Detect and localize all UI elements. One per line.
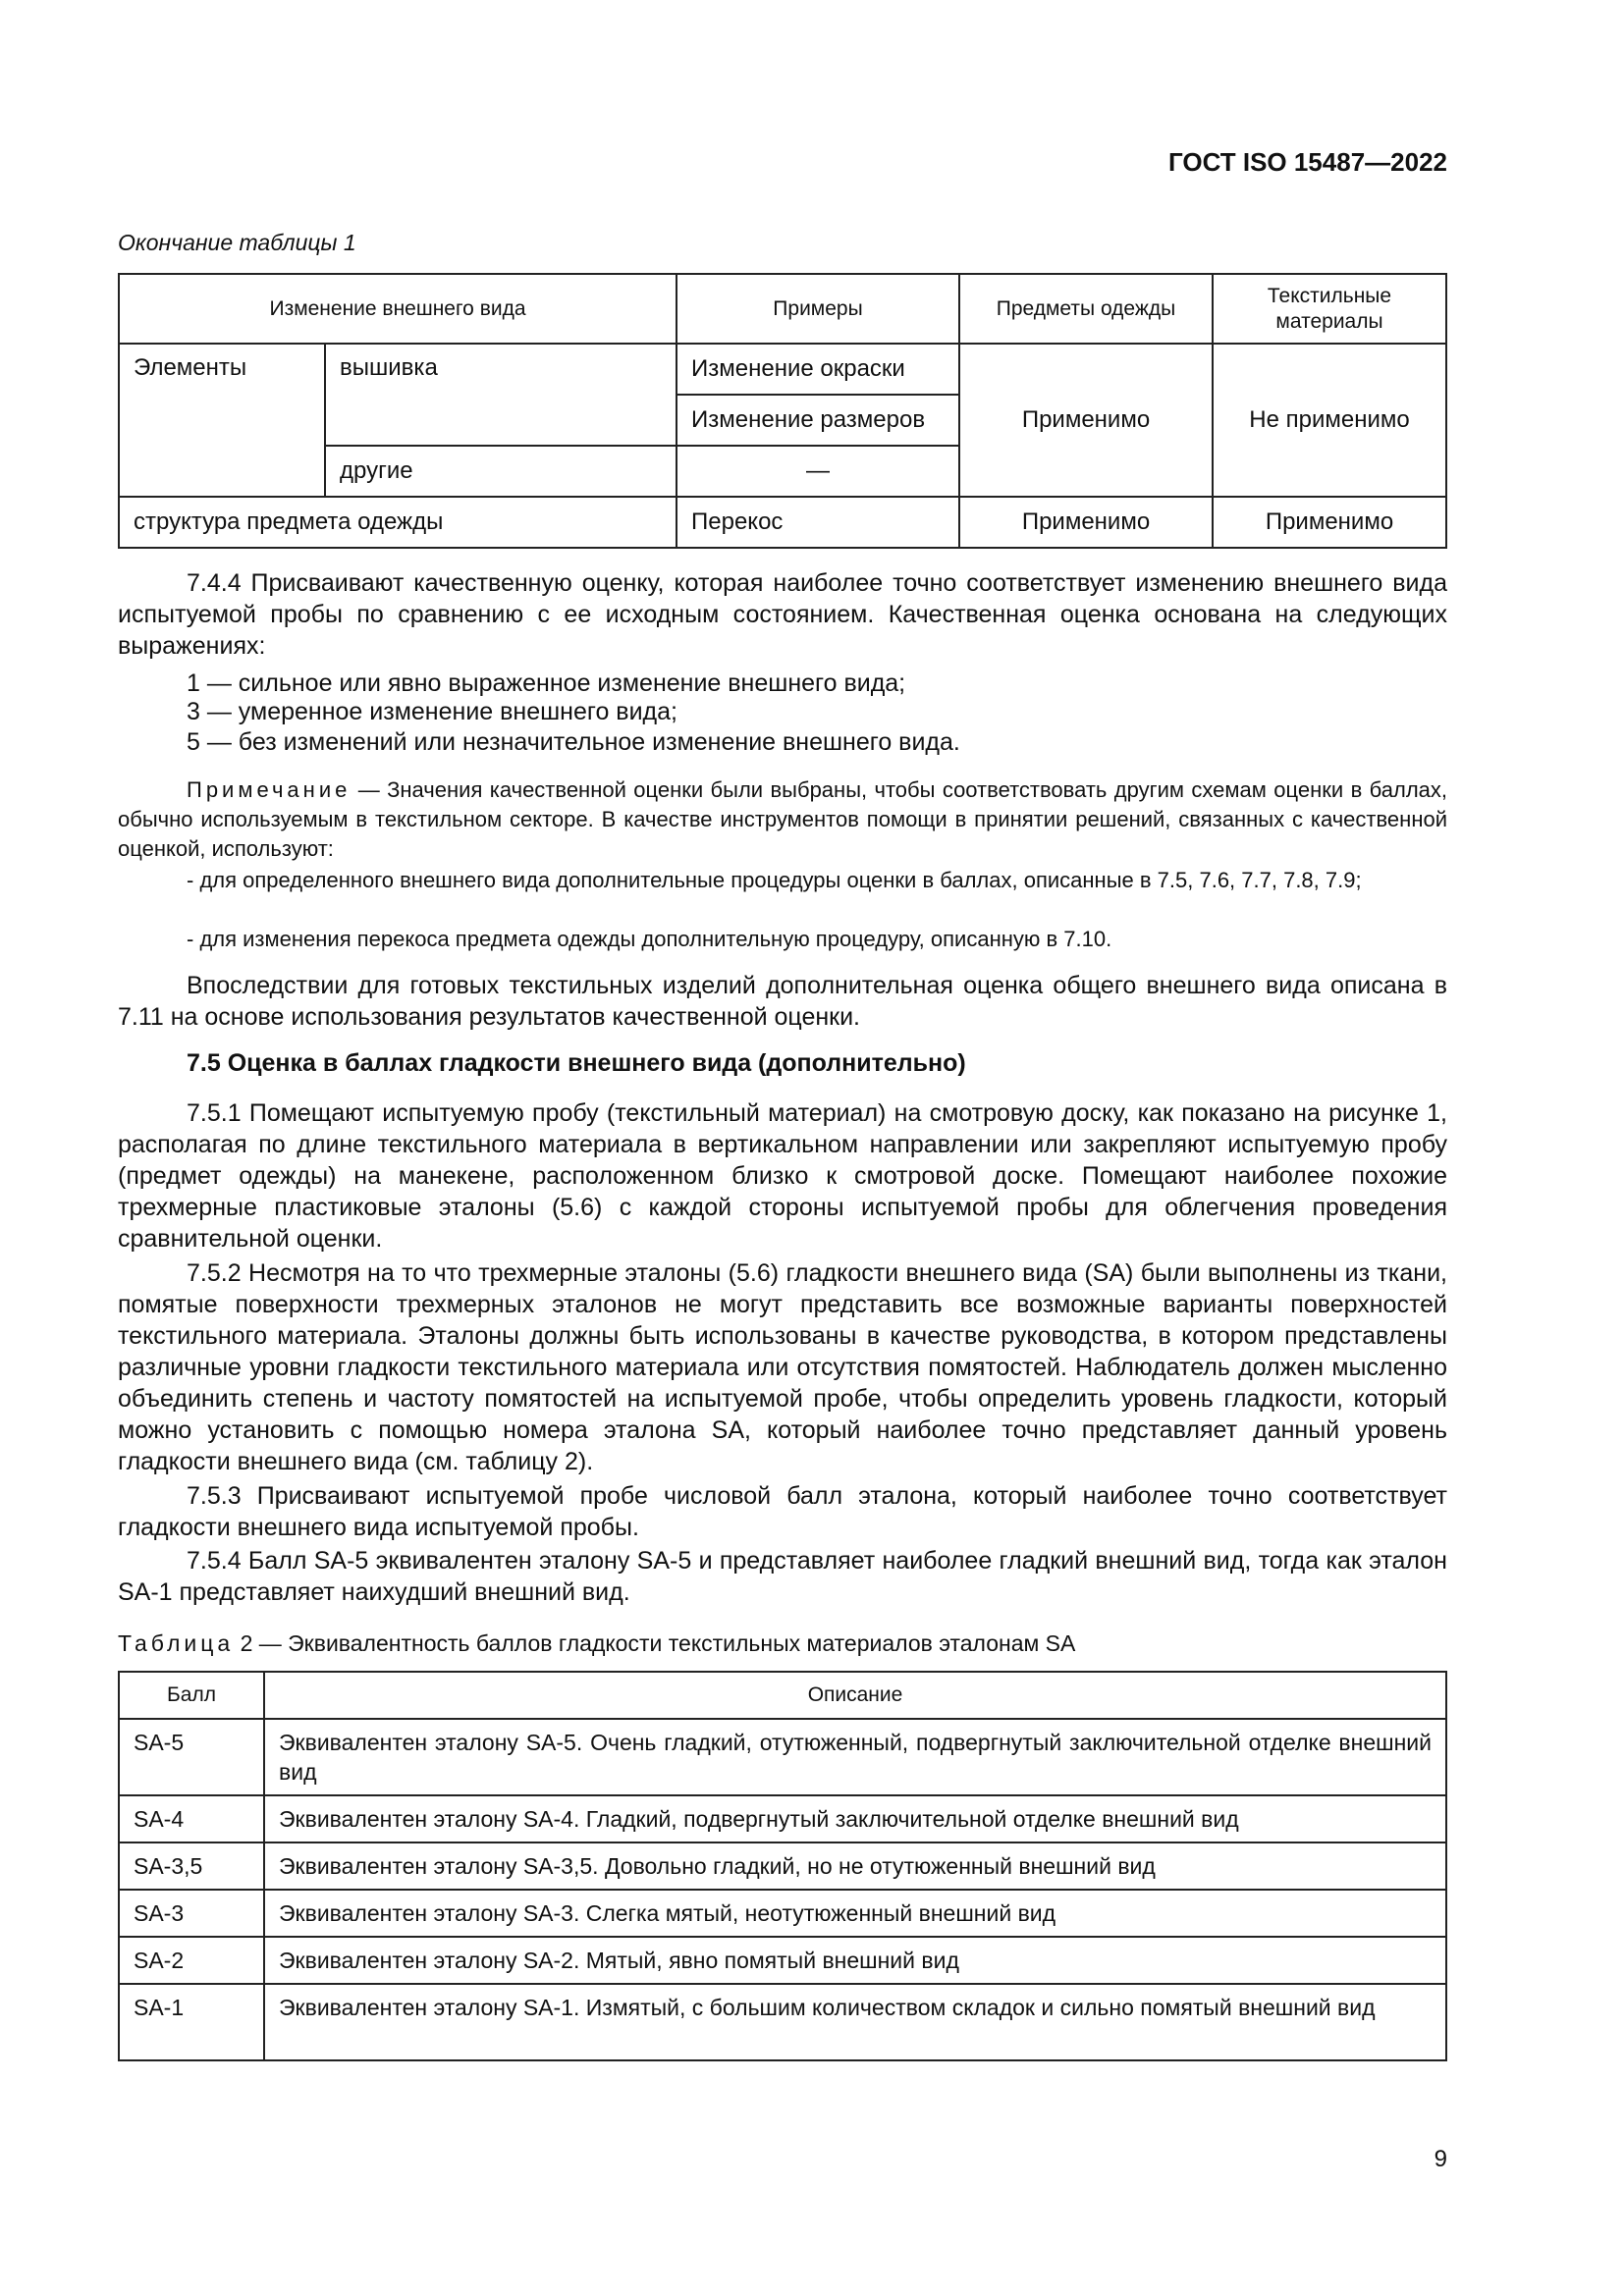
table2-description: Эквивалентен эталону SA-3,5. Довольно гладкий, но не отутюженный внешний вид: [264, 1842, 1446, 1890]
note-text: — Значения качественной оценки были выбраны, чтобы соответствовать другим схемам оценки в баллах, обычно используемым в текстильном секторе. В качестве инструментов помощи в принятии решений, связанных с качественной оценкой, используют:: [118, 777, 1447, 861]
table-row: [119, 1842, 1446, 1890]
table1-cell-others: другие: [325, 446, 677, 497]
table2-description: Эквивалентен эталону SA-1. Измятый, с большим количеством складок и сильно помятый внешний вид: [264, 1984, 1446, 2060]
table2-grade: SA-3: [119, 1890, 264, 1937]
table1-cell-color-change: Изменение окраски: [677, 344, 959, 395]
table1-caption: Окончание таблицы 1: [118, 230, 356, 255]
list-item: 5 — без изменений или незначительное изменение внешнего вида.: [187, 728, 960, 756]
table2-description: Эквивалентен эталону SA-3. Слегка мятый, неотутюженный внешний вид: [264, 1890, 1446, 1937]
table2: [118, 1671, 1447, 2061]
paragraph-7-5-3: 7.5.3 Присваивают испытуемой пробе числовой балл эталона, который наиболее точно соответствует гладкости внешнего вида испытуемой пробы.: [118, 1482, 1447, 1541]
table-row: [119, 1719, 1446, 1795]
table1-header-change: Изменение внешнего вида: [119, 274, 677, 344]
paragraph-7-4-4: 7.4.4 Присваивают качественную оценку, которая наиболее точно соответствует изменению внешнего вида испытуемой пробы по сравнению с ее исходным состоянием. Качественная оценка основана на следующих выражениях:: [118, 569, 1447, 660]
table1-cell-structure-garments: Применимо: [959, 497, 1213, 548]
table2-caption-text: 2 — Эквивалентность баллов гладкости текстильных материалов эталонам SA: [234, 1630, 1076, 1656]
table-row: [119, 1937, 1446, 1984]
table1-header-examples: Примеры: [677, 274, 959, 344]
table2-caption: [118, 1630, 1075, 1657]
table2-grade: SA-5: [119, 1719, 264, 1795]
section-heading-7-5: 7.5 Оценка в баллах гладкости внешнего вида (дополнительно): [187, 1049, 966, 1077]
note-label: Примечание: [187, 777, 352, 802]
table1-header-garments: Предметы одежды: [959, 274, 1213, 344]
table1-cell-size-change: Изменение размеров: [677, 395, 959, 446]
table1-cell-elements: Элементы: [119, 344, 325, 497]
table2-description: Эквивалентен эталону SA-5. Очень гладкий, отутюженный, подвергнутый заключительной отделке внешний вид: [264, 1719, 1446, 1795]
table2-grade: SA-3,5: [119, 1842, 264, 1890]
table1-cell-applicable: Применимо: [959, 344, 1213, 497]
table1-cell-structure: структура предмета одежды: [119, 497, 677, 548]
table2-header-description: Описание: [264, 1672, 1446, 1719]
table1-cell-skew: Перекос: [677, 497, 959, 548]
paragraph-consequently: Впоследствии для готовых текстильных изделий дополнительная оценка общего внешнего вида описана в 7.11 на основе использования результатов качественной оценки.: [118, 972, 1447, 1031]
table2-header-grade: Балл: [119, 1672, 264, 1719]
note-list-item: - для изменения перекоса предмета одежды дополнительную процедуру, описанную в 7.10.: [187, 927, 1112, 951]
page-number: 9: [1434, 2146, 1447, 2172]
table2-header-row: [119, 1672, 1446, 1719]
table1-cell-not-applicable: Не применимо: [1213, 344, 1446, 497]
table1-cell-structure-textiles: Применимо: [1213, 497, 1446, 548]
table2-caption-label: Таблица: [118, 1630, 235, 1656]
table-row: [119, 1984, 1446, 2060]
table-row: [119, 1890, 1446, 1937]
table1-header-row: [119, 274, 1446, 344]
document-id-header: ГОСТ ISO 15487—2022: [1167, 147, 1447, 177]
table1-header-textiles: Текстильные материалы: [1213, 274, 1446, 344]
table1-cell-embroidery: вышивка: [325, 344, 677, 446]
list-item: 3 — умеренное изменение внешнего вида;: [187, 698, 677, 725]
table-row: [119, 497, 1446, 548]
note-block: [118, 775, 1447, 864]
table2-description: Эквивалентен эталону SA-2. Мятый, явно помятый внешний вид: [264, 1937, 1446, 1984]
table2-grade: SA-4: [119, 1795, 264, 1842]
table1: [118, 273, 1447, 549]
paragraph-7-5-2: 7.5.2 Несмотря на то что трехмерные эталоны (5.6) гладкости внешнего вида (SA) были выполнены из ткани, помятые поверхности трехмерных эталонов не могут представить все возможные варианты поверхностей текстильного материала. Эталоны должны быть использованы в качестве руководства, в котором представлены различные уровни гладкости текстильного материала или отсутствия помятостей. Наблюдатель должен мысленно объединить степень и частоту помятостей на испытуемой пробе, чтобы определить уровень гладкости, который можно установить с помощью номера эталона SA, который наиболее точно представляет данный уровень гладкости внешнего вида (см. таблицу 2).: [118, 1259, 1447, 1475]
table-row: [119, 344, 1446, 395]
table-row: [119, 1795, 1446, 1842]
table2-description: Эквивалентен эталону SA-4. Гладкий, подвергнутый заключительной отделке внешний вид: [264, 1795, 1446, 1842]
table2-grade: SA-1: [119, 1984, 264, 2060]
table2-grade: SA-2: [119, 1937, 264, 1984]
table1-cell-dash: —: [677, 446, 959, 497]
note-list-item: - для определенного внешнего вида дополнительные процедуры оценки в баллах, описанные в 7.5, 7.6, 7.7, 7.8, 7.9;: [187, 868, 1362, 892]
list-item: 1 — сильное или явно выраженное изменение внешнего вида;: [187, 669, 906, 697]
paragraph-7-5-1: 7.5.1 Помещают испытуемую пробу (текстильный материал) на смотровую доску, как показано на рисунке 1, располагая по длине текстильного материала в вертикальном направлении или закрепляют испытуемую пробу (предмет одежды) на манекене, расположенном близко к смотровой доске. Помещают наиболее похожие трехмерные пластиковые эталоны (5.6) с каждой стороны испытуемой пробы для облегчения проведения сравнительной оценки.: [118, 1099, 1447, 1253]
paragraph-7-5-4: 7.5.4 Балл SA-5 эквивалентен эталону SA-5 и представляет наиболее гладкий внешний вид, тогда как эталон SA-1 представляет наихудший внешний вид.: [118, 1547, 1447, 1606]
